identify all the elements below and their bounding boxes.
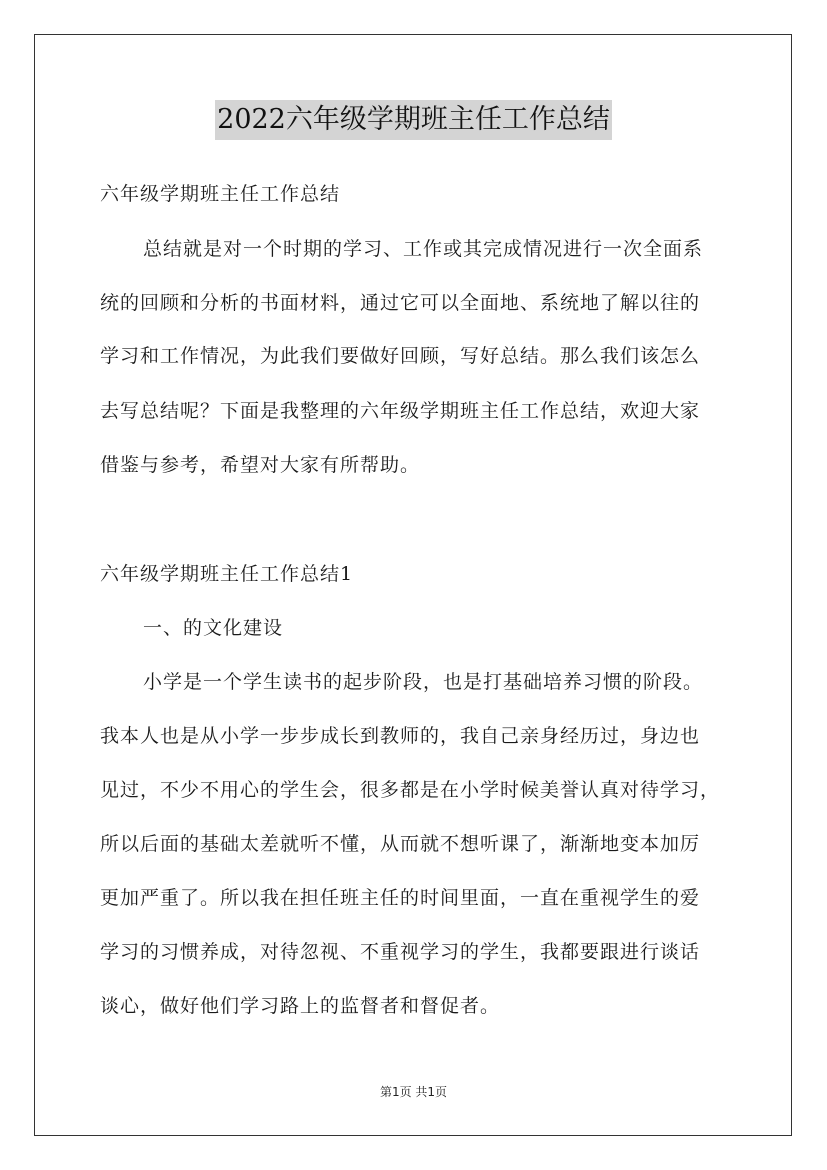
body-line: 更加严重了。所以我在担任班主任的时间里面，一直在重视学生的爱 bbox=[100, 887, 701, 909]
title-container bbox=[0, 100, 827, 140]
intro-line: 借鉴与参考，希望对大家有所帮助。 bbox=[100, 454, 421, 476]
body-line: 见过，不少不用心的学生会，很多都是在小学时候美誉认真对待学习， bbox=[100, 779, 721, 801]
page-footer: 第1页 共1页 bbox=[379, 1085, 448, 1099]
section-heading: 六年级学期班主任工作总结1 bbox=[100, 563, 354, 585]
body-line: 我本人也是从小学一步步成长到教师的，我自己亲身经历过，身边也 bbox=[100, 725, 701, 747]
intro-line: 总结就是对一个时期的学习、工作或其完成情况进行一次全面系 bbox=[143, 238, 704, 260]
body-line: 小学是一个学生读书的起步阶段，也是打基础培养习惯的阶段。 bbox=[143, 671, 704, 693]
subsection-heading: 一、的文化建设 bbox=[143, 617, 284, 639]
body-line: 所以后面的基础太差就听不懂，从而就不想听课了，渐渐地变本加厉 bbox=[100, 833, 701, 855]
document-subtitle: 六年级学期班主任工作总结 bbox=[100, 183, 341, 205]
document-title: 2022六年级学期班主任工作总结 bbox=[215, 100, 612, 140]
intro-line: 去写总结呢？下面是我整理的六年级学期班主任工作总结，欢迎大家 bbox=[100, 400, 701, 422]
body-line: 谈心，做好他们学习路上的监督者和督促者。 bbox=[100, 995, 501, 1017]
intro-line: 学习和工作情况，为此我们要做好回顾，写好总结。那么我们该怎么 bbox=[100, 345, 701, 367]
body-line: 学习的习惯养成，对待忽视、不重视学习的学生，我都要跟进行谈话 bbox=[100, 941, 701, 963]
intro-line: 统的回顾和分析的书面材料，通过它可以全面地、系统地了解以往的 bbox=[100, 292, 701, 314]
